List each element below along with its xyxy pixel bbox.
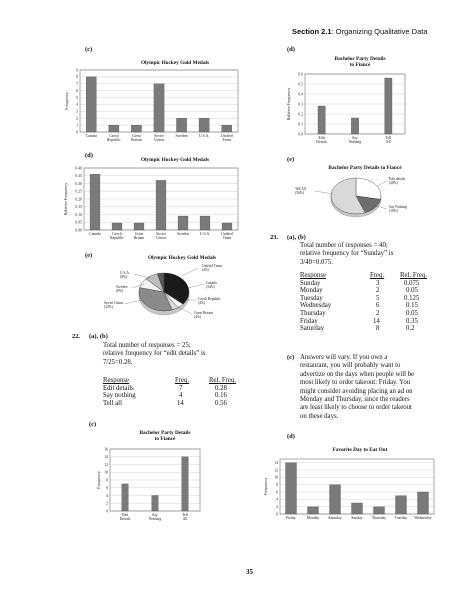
y-tick-label: 4 bbox=[76, 102, 78, 107]
pie-percent: (32%) bbox=[104, 305, 113, 309]
table-cell: 0.16 bbox=[215, 392, 227, 400]
x-tick-label: U.S.A. bbox=[199, 232, 211, 236]
table-cell: 0.05 bbox=[406, 309, 418, 317]
y-tick-label: 0.1 bbox=[298, 122, 303, 127]
y-tick-label: 2 bbox=[276, 504, 278, 509]
bachelor-bar-title bbox=[110, 430, 220, 442]
pie-label: Unified Team bbox=[202, 264, 222, 268]
y-tick-label: 1 bbox=[76, 123, 78, 128]
bar bbox=[109, 125, 119, 132]
table-cell: Sunday bbox=[300, 279, 321, 287]
bar bbox=[222, 125, 232, 132]
p22-line1: Total number of responses = 25; bbox=[103, 342, 191, 349]
pie-label: Say Nothing bbox=[389, 205, 408, 209]
x-tick-label: Sunday bbox=[351, 516, 363, 520]
label-e-bachelor: (e) bbox=[287, 156, 295, 163]
pie-label: Sweden bbox=[116, 285, 128, 289]
table-cell: Say nothing bbox=[103, 392, 136, 400]
label-22-ab: (a), (b) bbox=[89, 333, 108, 340]
y-tick-label: 9 bbox=[76, 68, 78, 73]
table-cell: 0.05 bbox=[406, 287, 418, 295]
hockey-pie-chart bbox=[98, 262, 238, 328]
y-tick-label: 0.35 bbox=[75, 174, 82, 179]
y-tick-label: 12 bbox=[104, 462, 108, 467]
bachelor-bar-title-line2: to Fiancé bbox=[154, 436, 176, 442]
x-tick-label: Monday bbox=[306, 516, 320, 520]
x-tick-label: Saturday bbox=[328, 516, 342, 520]
y-tick-label: 5 bbox=[76, 95, 78, 100]
bar bbox=[131, 125, 141, 132]
y-tick-label: 8 bbox=[76, 75, 78, 80]
y-tick-label: 0.5 bbox=[298, 82, 303, 87]
label-23-ab: (a), (b) bbox=[287, 234, 306, 241]
x-tick-label: All bbox=[182, 517, 188, 522]
label-22: 22. bbox=[72, 333, 81, 340]
bachelor-rel-title-line1: Bachelor Party Details bbox=[334, 56, 386, 62]
x-tick-label: Sweden bbox=[176, 232, 190, 236]
y-tick-label: 0 bbox=[106, 509, 108, 514]
bar bbox=[418, 492, 429, 514]
x-tick-label: Canada bbox=[85, 134, 97, 138]
x-tick-label: Team bbox=[222, 236, 232, 241]
table-header: Response bbox=[300, 272, 327, 279]
bachelor-pie-title: Bachelor Party Details to Fiancé bbox=[328, 165, 402, 171]
x-tick-label: Tell bbox=[182, 513, 188, 517]
table-header: Response bbox=[103, 377, 130, 384]
table-row bbox=[300, 310, 427, 318]
x-tick-label: Tuesday bbox=[394, 516, 408, 520]
hockey-bar-title: Olympic Hockey Gold Medals bbox=[140, 60, 210, 66]
bar bbox=[176, 118, 186, 132]
pie-label: Canada bbox=[206, 281, 217, 285]
y-tick-label: 0.4 bbox=[298, 92, 303, 97]
table-row bbox=[103, 392, 236, 400]
y-tick-label: 0.6 bbox=[298, 72, 303, 77]
bar bbox=[351, 118, 358, 134]
y-axis-label: Relative Frequency bbox=[286, 87, 291, 121]
table-cell: 3 bbox=[376, 279, 380, 287]
bar bbox=[330, 485, 341, 514]
table-cell: Tell all bbox=[103, 399, 122, 407]
bachelor-rel-title bbox=[305, 56, 415, 68]
bar bbox=[86, 77, 96, 132]
section-header bbox=[292, 27, 428, 36]
label-c-hockey: (c) bbox=[85, 46, 93, 53]
bar bbox=[134, 223, 144, 230]
table-row bbox=[300, 318, 427, 326]
bar bbox=[122, 484, 129, 511]
pie-label: Edit details bbox=[389, 177, 406, 181]
table-cell: 0.2 bbox=[406, 325, 415, 333]
pie-label: Tell All bbox=[295, 187, 306, 191]
bar bbox=[318, 106, 325, 134]
x-tick-label: Republic bbox=[110, 236, 124, 241]
pie-percent: (8%) bbox=[120, 275, 128, 279]
x-tick-label: Edit bbox=[318, 136, 325, 140]
table-cell: Wednesday bbox=[300, 302, 332, 310]
table-row bbox=[300, 325, 427, 333]
table-cell: 2 bbox=[376, 309, 380, 317]
x-tick-label: Wednesday bbox=[414, 516, 432, 520]
pie-percent: (34%) bbox=[206, 285, 215, 289]
section-number: Section 2.1 bbox=[292, 27, 332, 36]
x-tick-label: Union bbox=[154, 138, 164, 143]
bar bbox=[374, 507, 385, 514]
x-tick-label: Unified bbox=[220, 134, 233, 138]
y-tick-label: 0 bbox=[276, 512, 278, 517]
p23-c-line: Monday and Thursday, since the readers bbox=[300, 396, 410, 404]
y-tick-label: 0.20 bbox=[75, 197, 82, 202]
table-cell: 6 bbox=[376, 302, 380, 310]
table-row bbox=[300, 287, 427, 295]
p23-line1: Total number of responses = 40; bbox=[300, 242, 388, 249]
y-tick-label: 8 bbox=[106, 478, 108, 483]
y-tick-label: 6 bbox=[106, 486, 108, 491]
pie-leader bbox=[188, 284, 204, 288]
page-number: 35 bbox=[246, 568, 253, 576]
x-tick-label: Unified bbox=[221, 232, 233, 236]
y-tick-label: 14 bbox=[274, 460, 278, 465]
y-tick-label: 4 bbox=[106, 493, 108, 498]
table-cell: 8 bbox=[376, 325, 380, 333]
table-header: Rel. Freq. bbox=[209, 377, 236, 384]
p23-c-line: advertize on the days when people will be bbox=[300, 370, 415, 378]
p23-line3: 3/40=0.075. bbox=[300, 258, 333, 266]
p23-c-text bbox=[300, 354, 414, 421]
bar bbox=[286, 463, 297, 514]
bachelor-relative-chart bbox=[285, 70, 410, 150]
x-tick-label: Great bbox=[134, 232, 144, 236]
table-cell: Monday bbox=[300, 287, 323, 295]
x-tick-label: Britain bbox=[133, 236, 145, 241]
bar bbox=[200, 216, 210, 230]
bar bbox=[112, 223, 122, 230]
p23-text bbox=[300, 242, 393, 267]
p23-line2: relative frequency for “Sunday” is bbox=[300, 250, 394, 258]
pie-label: Soviet Union bbox=[104, 301, 124, 305]
table-cell: 14 bbox=[177, 399, 184, 407]
x-tick-label: Republic bbox=[106, 138, 121, 143]
x-tick-label: Nothing bbox=[148, 517, 162, 522]
y-tick-label: 10 bbox=[104, 470, 108, 475]
pie-percent: (4%) bbox=[194, 315, 202, 319]
x-tick-label: Friday bbox=[286, 516, 296, 520]
pie-slice bbox=[356, 178, 381, 199]
label-d-bachelor: (d) bbox=[287, 46, 295, 53]
bar bbox=[154, 84, 164, 132]
pie-label: Great Britain bbox=[194, 311, 213, 315]
y-tick-label: 0.40 bbox=[75, 166, 82, 171]
x-tick-label: Sweden bbox=[175, 134, 188, 138]
y-tick-label: 0 bbox=[76, 130, 78, 135]
table-row bbox=[300, 295, 427, 303]
p23-c-line: most likely to order takeout: Friday. You bbox=[300, 379, 411, 387]
y-tick-label: 2 bbox=[76, 116, 78, 121]
pie-leader bbox=[315, 191, 333, 194]
y-axis-label: Frequency bbox=[64, 92, 69, 110]
bachelor-frequency-chart bbox=[96, 445, 208, 527]
hockey-rel-title: Olympic Hockey Gold Medals bbox=[140, 157, 210, 163]
y-tick-label: 2 bbox=[106, 501, 108, 506]
x-tick-label: Details bbox=[119, 517, 131, 522]
table-header-row bbox=[300, 272, 427, 280]
pie-percent: (56%) bbox=[295, 191, 304, 195]
x-tick-label: Czech bbox=[109, 134, 119, 138]
table-cell: 0.15 bbox=[406, 302, 418, 310]
pie-percent: (4%) bbox=[198, 301, 206, 305]
p23-c-line: on these days. bbox=[300, 412, 339, 420]
table-row bbox=[103, 400, 236, 408]
table-cell: 14 bbox=[373, 317, 380, 325]
x-tick-label: Details bbox=[316, 140, 328, 145]
p22-text bbox=[103, 342, 205, 367]
pie-percent: (4%) bbox=[202, 268, 210, 272]
table-cell: 7 bbox=[179, 384, 183, 392]
label-c-23: (c) bbox=[287, 354, 295, 361]
x-tick-label: Soviet bbox=[154, 134, 164, 138]
pie-leader bbox=[377, 181, 387, 186]
bar bbox=[156, 180, 166, 230]
x-tick-label: Union bbox=[156, 236, 166, 241]
table-header: Freq. bbox=[370, 272, 385, 279]
label-c-bachelor: (c) bbox=[89, 421, 97, 428]
y-tick-label: 8 bbox=[276, 482, 278, 487]
hockey-pie-title: Olympic Hockey Gold Medals bbox=[147, 255, 217, 261]
x-tick-label: Canada bbox=[89, 232, 101, 236]
y-tick-label: 4 bbox=[276, 497, 278, 502]
p23-c-line: might consider avoiding placing an ad on bbox=[300, 387, 413, 395]
table-header: Rel. Freq. bbox=[400, 272, 427, 279]
y-tick-label: 0.2 bbox=[298, 112, 303, 117]
pie-percent: (16%) bbox=[389, 209, 398, 213]
pie-leader bbox=[124, 300, 142, 304]
table-cell: Edit details bbox=[103, 384, 134, 392]
p23-c-line: restaurant, you will probably want to bbox=[300, 362, 401, 370]
y-tick-label: 6 bbox=[276, 490, 278, 495]
y-tick-label: 0.00 bbox=[75, 228, 82, 233]
bar bbox=[396, 496, 407, 514]
y-tick-label: 0.30 bbox=[75, 181, 82, 186]
table-cell: 0.28 bbox=[215, 384, 227, 392]
table-header-row bbox=[103, 377, 236, 385]
p23-table bbox=[300, 272, 427, 333]
x-tick-label: Nothing bbox=[348, 140, 362, 145]
y-tick-label: 0.15 bbox=[75, 205, 82, 210]
bar bbox=[199, 118, 209, 132]
y-tick-label: 12 bbox=[274, 468, 278, 473]
takeout-frequency-chart bbox=[262, 455, 437, 530]
table-row bbox=[103, 385, 236, 393]
table-cell: 5 bbox=[376, 294, 380, 302]
y-tick-label: 7 bbox=[76, 82, 78, 87]
hockey-relative-chart bbox=[62, 164, 242, 246]
pie-label: U.S.A. bbox=[120, 271, 130, 275]
x-tick-label: Thursday bbox=[371, 516, 387, 520]
table-cell: 0.075 bbox=[404, 279, 420, 287]
y-tick-label: 0.05 bbox=[75, 220, 82, 225]
bar bbox=[352, 503, 363, 514]
x-tick-label: Britain bbox=[131, 138, 142, 143]
x-tick-label: Tell bbox=[385, 136, 392, 140]
y-tick-label: 10 bbox=[274, 475, 278, 480]
y-axis-label: Frequency bbox=[96, 471, 101, 489]
bar bbox=[385, 78, 392, 134]
bachelor-rel-title-line2: to Fiancé bbox=[349, 62, 371, 68]
label-e-hockey: (e) bbox=[85, 252, 93, 259]
y-tick-label: 0.3 bbox=[298, 102, 303, 107]
table-cell: 4 bbox=[179, 392, 183, 400]
table-cell: 0.125 bbox=[404, 294, 420, 302]
p22-line3: 7/25=0.28. bbox=[103, 358, 133, 366]
label-d-23: (d) bbox=[287, 433, 295, 440]
y-axis-label: Frequency bbox=[263, 477, 268, 496]
pie-percent: (8%) bbox=[116, 289, 124, 293]
p23-c-line: are least likely to choose to order takeout bbox=[300, 404, 412, 412]
x-tick-label: U.S.A. bbox=[198, 134, 210, 138]
section-title: Organizing Qualitative Data bbox=[333, 27, 428, 36]
table-cell: Thursday bbox=[300, 309, 326, 317]
y-tick-label: 0.25 bbox=[75, 189, 82, 194]
y-tick-label: 0.0 bbox=[298, 132, 303, 137]
x-tick-label: Say bbox=[152, 513, 158, 517]
table-row bbox=[300, 280, 427, 288]
x-tick-label: Czech bbox=[112, 232, 122, 236]
bar bbox=[90, 174, 100, 230]
y-tick-label: 3 bbox=[76, 109, 78, 114]
bar bbox=[152, 496, 159, 512]
p22-table bbox=[103, 377, 236, 407]
table-header: Freq. bbox=[175, 377, 190, 384]
label-d-hockey: (d) bbox=[85, 152, 93, 159]
y-tick-label: 6 bbox=[76, 88, 78, 93]
table-cell: Saturday bbox=[300, 325, 325, 333]
table-cell: Tuesday bbox=[300, 294, 323, 302]
pie-label: Czech Republic bbox=[198, 297, 221, 301]
bachelor-bar-title-line1: Bachelor Party Details bbox=[139, 430, 191, 436]
y-tick-label: 0.10 bbox=[75, 212, 82, 217]
table-cell: 0.35 bbox=[406, 317, 418, 325]
table-cell: 0.56 bbox=[215, 399, 227, 407]
table-row bbox=[300, 302, 427, 310]
y-tick-label: 14 bbox=[104, 455, 108, 460]
section-sep: : bbox=[331, 27, 334, 36]
p23-c-line: Answers will vary. If you own a bbox=[300, 354, 388, 361]
takeout-title: Favorite Day to Eat Out bbox=[332, 447, 388, 453]
label-23: 23. bbox=[270, 234, 279, 241]
bachelor-pie-chart bbox=[293, 172, 433, 228]
table-cell: 2 bbox=[376, 287, 380, 295]
x-tick-label: All bbox=[385, 140, 391, 145]
x-tick-label: Great bbox=[132, 134, 141, 138]
bar bbox=[178, 216, 188, 230]
pie-percent: (28%) bbox=[389, 181, 398, 185]
bar bbox=[222, 223, 232, 230]
x-tick-label: Team bbox=[222, 138, 231, 143]
y-tick-label: 16 bbox=[104, 447, 108, 452]
table-cell: Friday bbox=[300, 317, 318, 325]
x-tick-label: Say bbox=[352, 136, 358, 140]
x-tick-label: Soviet bbox=[156, 232, 166, 236]
hockey-frequency-chart bbox=[62, 66, 242, 148]
pie-leader bbox=[134, 274, 150, 278]
x-tick-label: Edit bbox=[121, 513, 129, 517]
pie-leader bbox=[182, 268, 198, 276]
p22-line2: relative frequency for “edit details” is bbox=[103, 350, 206, 358]
bar bbox=[182, 457, 189, 511]
bar bbox=[308, 507, 319, 514]
y-axis-label: Relative Frequency bbox=[63, 182, 68, 216]
